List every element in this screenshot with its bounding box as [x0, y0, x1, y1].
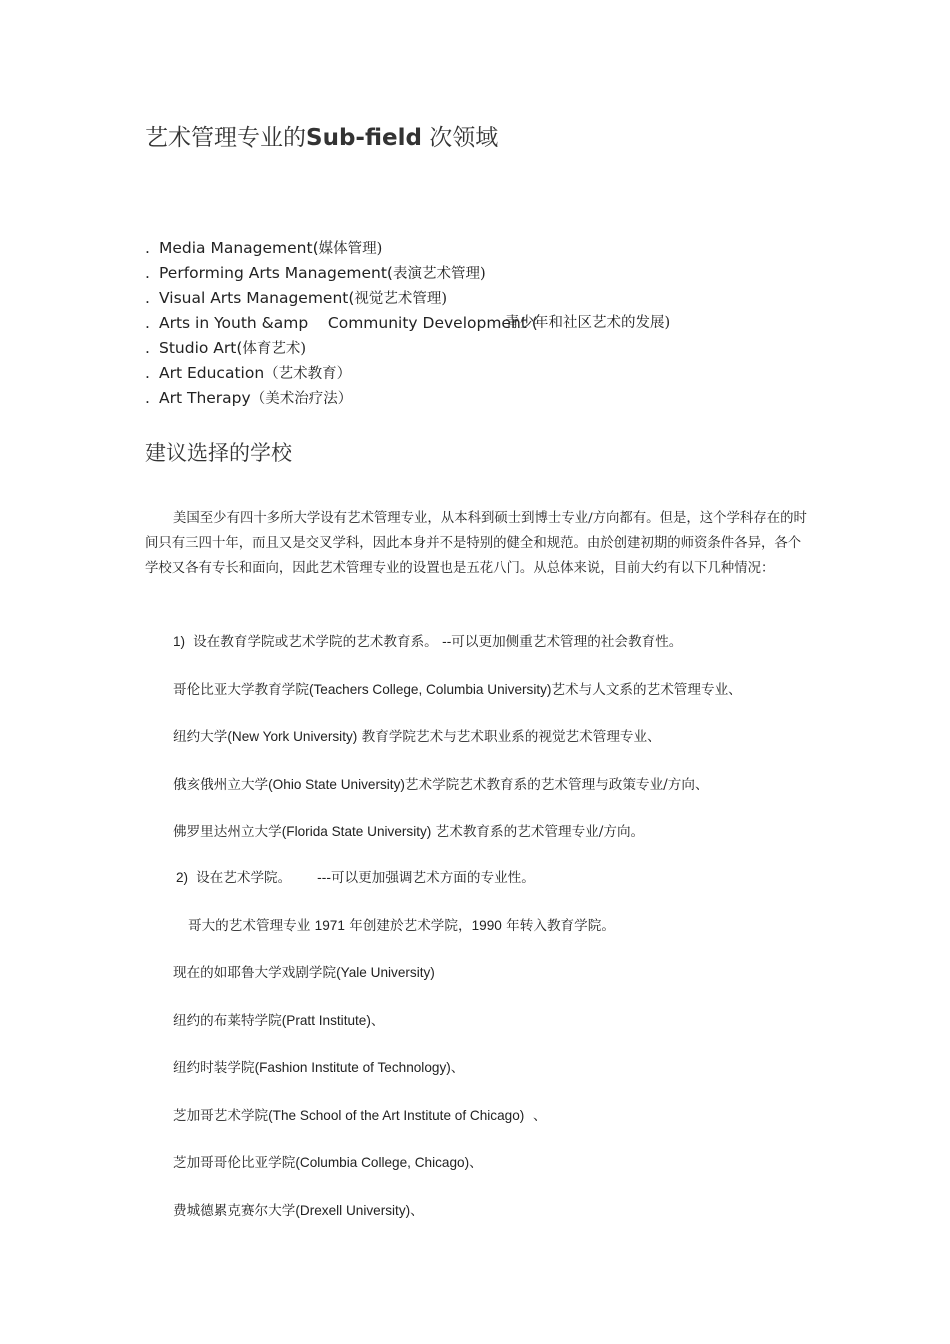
- list-item: [145, 261, 538, 286]
- note-year: 1971: [314, 918, 345, 933]
- school-line: [173, 820, 644, 840]
- note-text: 年创建於艺术学院，: [344, 918, 472, 934]
- school-en: (Ohio State University): [268, 777, 405, 792]
- school-desc: 、: [450, 1060, 465, 1076]
- school-cn: 芝加哥艺术学院: [173, 1108, 269, 1124]
- school-desc: 、: [410, 1203, 424, 1219]
- school-line: [173, 1151, 483, 1171]
- subfield-en: Art Education: [159, 364, 265, 382]
- note-text: 哥大的艺术管理专业: [188, 918, 315, 934]
- case-text: 设在教育学院或艺术学院的艺术教育系。 --可以更加侧重艺术管理的社会教育性。: [193, 634, 683, 650]
- case-2: [176, 866, 535, 886]
- school-line: [173, 961, 435, 981]
- list-item: [145, 386, 538, 411]
- intro-paragraph: 美国至少有四十多所大学设有艺术管理专业，从本科到硕士到博士专业/方向都有。但是，这个学科存在的时间只有三四十年，而且又是交叉学科，因此本身并不是特别的健全和规范。由於创建初期的师资条件各异，各个学校又各有专长和面向，因此艺术管理专业的设置也是五花八门。从总体来说，目前大约有以下几种情况：: [145, 511, 807, 576]
- school-en: (Teachers College, Columbia University): [308, 682, 552, 697]
- school-cn: 纽约大学: [173, 729, 228, 745]
- case-number: 2): [176, 870, 189, 885]
- case-number: 1): [173, 634, 186, 649]
- subfield-en: Media Management(: [159, 239, 319, 257]
- school-en: (Columbia College, Chicago): [295, 1155, 470, 1170]
- page-title: [145, 119, 498, 152]
- school-line: [173, 1104, 547, 1124]
- note-text: 年转入教育学院。: [501, 918, 615, 934]
- school-desc: 教育学院艺术与艺术职业系的视觉艺术管理专业、: [357, 729, 661, 745]
- school-cn: 费城德累克赛尔大学: [173, 1203, 296, 1219]
- school-desc: 、: [469, 1155, 483, 1171]
- bullet: .: [145, 389, 150, 407]
- school-en: (Fashion Institute of Technology): [254, 1060, 451, 1075]
- school-en: (The School of the Art Institute of Chicago): [268, 1108, 525, 1123]
- school-line: [173, 725, 661, 745]
- note-year: 1990: [471, 918, 502, 933]
- section-title: 建议选择的学校: [145, 441, 292, 465]
- school-line: [173, 1056, 464, 1076]
- school-cn: 现在的如耶鲁大学戏剧学院: [173, 965, 337, 981]
- subfield-en: Performing Arts Management(: [159, 264, 393, 282]
- school-line: [173, 1009, 385, 1029]
- case-text: 设在艺术学院。 ---可以更加强调艺术方面的专业性。: [196, 870, 535, 886]
- school-desc: 、: [370, 1013, 385, 1029]
- school-cn: 芝加哥哥伦比亚学院: [173, 1155, 296, 1171]
- list-item: [145, 336, 538, 361]
- bullet: .: [145, 289, 150, 307]
- school-desc: 艺术与人文系的艺术管理专业、: [551, 682, 742, 698]
- subfield-cn: 媒体管理): [318, 241, 383, 257]
- school-line: [173, 773, 709, 793]
- list-item: [145, 286, 538, 311]
- school-en: (Yale University): [336, 965, 435, 980]
- school-desc: 艺术教育系的艺术管理专业/方向。: [431, 824, 645, 840]
- bullet: .: [145, 364, 150, 382]
- subfield-cn: 体育艺术): [242, 341, 307, 357]
- subfield-cn: 青少年和社区艺术的发展): [505, 315, 671, 331]
- bullet: .: [145, 339, 150, 357]
- school-en: (Florida State University): [281, 824, 432, 839]
- bullet: .: [145, 239, 150, 257]
- list-item: [145, 236, 538, 261]
- school-line: [173, 1199, 424, 1219]
- case-1: [173, 630, 682, 650]
- subfield-cn: 视觉艺术管理): [354, 291, 448, 307]
- school-en: (Drexell University): [295, 1203, 411, 1218]
- history-note: [188, 914, 615, 934]
- subfield-en: Visual Arts Management(: [159, 289, 355, 307]
- list-item: [145, 361, 538, 386]
- list-item: [145, 311, 671, 336]
- title-part-1: 艺术管理专业的: [145, 125, 306, 151]
- subfield-en: Art Therapy: [159, 389, 251, 407]
- subfield-list: [145, 236, 671, 411]
- subfield-en: Arts in Youth &amp Community Development (: [159, 314, 538, 332]
- title-part-2: 次领域: [421, 125, 499, 151]
- school-en: (New York University): [227, 729, 358, 744]
- school-en: (Pratt Institute): [281, 1013, 371, 1028]
- subfield-cn: （美术治疗法）: [250, 391, 353, 407]
- bullet: .: [145, 264, 150, 282]
- title-bold: Sub-field: [306, 125, 422, 151]
- subfield-cn: 表演艺术管理): [392, 266, 486, 282]
- bullet: .: [145, 314, 150, 332]
- subfield-en: Studio Art(: [159, 339, 243, 357]
- school-cn: 纽约时装学院: [173, 1060, 255, 1076]
- school-cn: 纽约的布莱特学院: [173, 1013, 282, 1029]
- school-cn: 哥伦比亚大学教育学院: [173, 682, 309, 698]
- school-cn: 俄亥俄州立大学: [173, 777, 269, 793]
- school-cn: 佛罗里达州立大学: [173, 824, 282, 840]
- school-desc: 、: [524, 1108, 547, 1124]
- school-line: [173, 678, 742, 698]
- school-desc: 艺术学院艺术教育系的艺术管理与政策专业/方向、: [404, 777, 709, 793]
- subfield-cn: （艺术教育）: [264, 366, 352, 382]
